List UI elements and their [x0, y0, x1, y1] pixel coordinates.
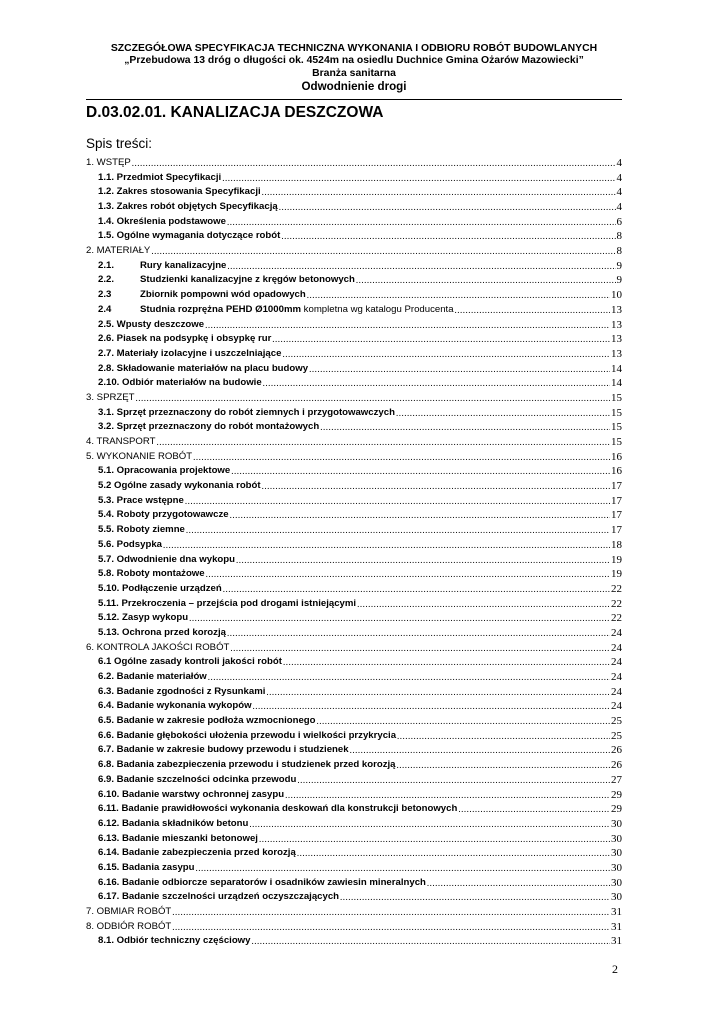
- toc-leader-dots: [283, 655, 610, 670]
- toc-entry-page: 24: [611, 656, 622, 669]
- toc-entry-label: [86, 699, 252, 714]
- toc-entry-label: [86, 450, 192, 465]
- toc-entry-text: Zbiornik pompowni wód opadowych: [140, 289, 306, 301]
- toc-entry-text: 1.1. Przedmiot Specyfikacji: [98, 171, 222, 183]
- toc-entry-text: 6.10. Badanie warstwy ochronnej zasypu: [98, 788, 285, 800]
- toc-entry[interactable]: [86, 744, 622, 759]
- toc-entry[interactable]: [86, 817, 622, 832]
- toc-leader-dots: [263, 376, 610, 391]
- toc-entry-text: 2.8. Składowanie materiałów na placu budowy: [98, 362, 309, 374]
- toc-leader-dots: [193, 450, 610, 465]
- toc-entry-page: 22: [611, 582, 622, 595]
- toc-entry[interactable]: [86, 538, 622, 553]
- toc-entry-text: 6.9. Badanie szczelności odcinka przewodu: [98, 773, 297, 785]
- toc-leader-dots: [356, 273, 616, 288]
- toc-entry-label: [86, 626, 226, 641]
- toc-entry[interactable]: [86, 391, 622, 406]
- toc-entry-page: 31: [611, 920, 622, 933]
- toc-entry-label: [86, 758, 396, 773]
- toc-entry-text: Studzienki kanalizacyjne z kręgów betonowych: [140, 274, 355, 286]
- toc-leader-dots: [262, 479, 610, 494]
- document-title: D.03.02.01. KANALIZACJA DESZCZOWA: [86, 104, 384, 121]
- toc-leader-dots: [231, 464, 610, 479]
- toc-entry[interactable]: [86, 303, 622, 318]
- toc-leader-dots: [136, 391, 610, 406]
- toc-entry-text: 6.2. Badanie materiałów: [98, 671, 207, 683]
- toc-entry[interactable]: [86, 318, 622, 333]
- toc-entry[interactable]: [86, 523, 622, 538]
- toc-leader-dots: [272, 332, 610, 347]
- toc-entry-text: 5.13. Ochrona przed korozją: [98, 626, 226, 638]
- toc-entry-label: [86, 846, 296, 861]
- toc-entry-text: 6.1 Ogólne zasady kontroli jakości robót: [98, 656, 282, 668]
- toc-entry-page: 31: [611, 935, 622, 948]
- toc-entry[interactable]: [86, 156, 622, 171]
- toc-entry-label: [86, 200, 278, 215]
- toc-entry-page: 17: [611, 509, 622, 522]
- toc-entry-page: 6: [616, 215, 622, 228]
- toc-entry-page: 16: [611, 465, 622, 478]
- toc-entry-label: [86, 406, 395, 421]
- toc-entry-text: 5.1. Opracowania projektowe: [98, 465, 231, 477]
- toc-entry[interactable]: [86, 876, 622, 891]
- toc-leader-dots: [163, 538, 610, 553]
- toc-entry-label: [86, 288, 306, 303]
- toc-entry-label: [86, 905, 171, 920]
- toc-entry[interactable]: [86, 185, 622, 200]
- toc-entry-text: 3.1. Sprzęt przeznaczony do robót ziemnych i przygotowawczych: [98, 406, 395, 418]
- toc-entry[interactable]: [86, 920, 622, 935]
- toc-entry[interactable]: [86, 934, 622, 949]
- toc-entry-page: 24: [611, 700, 622, 713]
- toc-entry-label: [86, 523, 185, 538]
- toc-leader-dots: [132, 156, 616, 171]
- toc-entry[interactable]: [86, 288, 622, 303]
- toc-entry-page: 24: [611, 641, 622, 654]
- toc-entry[interactable]: [86, 347, 622, 362]
- toc-entry-text: Studnia rozprężna PEHD Ø1000mm: [140, 303, 302, 315]
- toc-entry-page: 22: [611, 597, 622, 610]
- toc-entry[interactable]: [86, 641, 622, 656]
- toc-entry[interactable]: [86, 450, 622, 465]
- toc-leader-dots: [259, 832, 610, 847]
- toc-entry[interactable]: [86, 229, 622, 244]
- toc-entry-text: 6.12. Badania składników betonu: [98, 817, 249, 829]
- toc-entry-label: [86, 391, 135, 406]
- toc-leader-dots: [458, 802, 610, 817]
- toc-entry[interactable]: [86, 890, 622, 905]
- toc-entry-page: 24: [611, 626, 622, 639]
- toc-entry-text: 5.5. Roboty ziemne: [98, 524, 185, 536]
- toc-entry[interactable]: [86, 832, 622, 847]
- toc-entry-text: 6.16. Badanie odbiorcze separatorów i osadników zawiesin mineralnych: [98, 876, 426, 888]
- toc-leader-dots: [249, 817, 610, 832]
- toc-entry-label: [86, 259, 226, 274]
- toc-leader-dots: [185, 494, 610, 509]
- toc-entry-text: 5.6. Podsypka: [98, 538, 162, 550]
- toc-leader-dots: [320, 420, 610, 435]
- toc-leader-dots: [172, 920, 610, 935]
- toc-entry-page: 17: [611, 524, 622, 537]
- toc-entry-label: [86, 376, 262, 391]
- toc-entry[interactable]: [86, 435, 622, 450]
- toc-leader-dots: [222, 171, 615, 186]
- toc-leader-dots: [206, 567, 610, 582]
- toc-leader-dots: [350, 743, 610, 758]
- toc-entry-page: 29: [611, 788, 622, 801]
- toc-entry[interactable]: [86, 729, 622, 744]
- toc-entry-text: 5.7. Odwodnienie dna wykopu: [98, 553, 235, 565]
- toc-entry[interactable]: [86, 171, 622, 186]
- toc-entry-text: 1.5. Ogólne wymagania dotyczące robót: [98, 230, 281, 242]
- toc-entry[interactable]: [86, 420, 622, 435]
- toc-entry-label: [86, 479, 261, 494]
- toc-leader-dots: [223, 582, 610, 597]
- toc-leader-dots: [262, 185, 616, 200]
- toc-entry-label: [86, 582, 222, 597]
- toc-leader-dots: [455, 303, 610, 318]
- toc-entry-label: [86, 934, 250, 949]
- toc-entry-label: [86, 435, 155, 450]
- toc-entry[interactable]: [86, 479, 622, 494]
- toc-entry-page: 9: [616, 274, 622, 287]
- toc-leader-dots: [307, 288, 610, 303]
- toc-leader-dots: [309, 362, 610, 377]
- toc-leader-dots: [297, 773, 610, 788]
- toc-entry-page: 30: [611, 876, 622, 889]
- toc-entry-page: 29: [611, 803, 622, 816]
- toc-leader-dots: [208, 670, 610, 685]
- toc-entry-label: [86, 215, 226, 230]
- header-branch: Branża sanitarna: [312, 67, 396, 79]
- toc-leader-dots: [230, 641, 610, 656]
- toc-leader-dots: [189, 611, 610, 626]
- toc-entry-label: [86, 743, 349, 758]
- toc-entry-label: [86, 817, 248, 832]
- toc-entry-page: 25: [611, 715, 622, 728]
- toc-entry-number: 2.2.: [98, 274, 115, 286]
- toc-entry-text: 6.14. Badanie zabezpieczenia przed korozją: [98, 847, 296, 859]
- toc-entry-text: 2.6. Piasek na podsypkę i obsypkę rur: [98, 333, 272, 345]
- toc-entry[interactable]: [86, 332, 622, 347]
- toc-entry-label: [86, 362, 308, 377]
- toc-entry-label: [86, 420, 319, 435]
- toc-entry-label: [86, 229, 280, 244]
- toc-leader-dots: [340, 890, 610, 905]
- toc-entry-text: 2.7. Materiały izolacyjne i uszczelniające: [98, 347, 282, 359]
- toc-entry-label: [86, 464, 230, 479]
- toc-entry-page: 15: [611, 421, 622, 434]
- toc-entry[interactable]: [86, 215, 622, 230]
- toc-entry-label: [86, 156, 131, 171]
- toc-entry[interactable]: [86, 861, 622, 876]
- toc-entry-page: 24: [611, 685, 622, 698]
- page-header: [86, 43, 622, 93]
- toc-entry[interactable]: [86, 274, 622, 289]
- toc-entry[interactable]: [86, 362, 622, 377]
- toc-entry-extra: kompletna wg katalogu Producenta: [301, 303, 454, 315]
- toc-entry-label: [86, 920, 171, 935]
- toc-entry-label: [86, 788, 284, 803]
- toc-leader-dots: [397, 758, 611, 773]
- toc-entry-page: 13: [611, 318, 622, 331]
- toc-entry-text: 2.10. Odbiór materiałów na budowie: [98, 377, 262, 389]
- table-of-contents: [86, 156, 622, 949]
- toc-entry[interactable]: [86, 553, 622, 568]
- toc-entry-page: 4: [616, 156, 622, 169]
- toc-entry-label: [86, 802, 457, 817]
- toc-entry[interactable]: [86, 802, 622, 817]
- toc-entry-number: 2.1.: [98, 259, 115, 271]
- toc-entry-label: [86, 773, 296, 788]
- toc-entry[interactable]: [86, 597, 622, 612]
- toc-leader-dots: [227, 259, 615, 274]
- toc-entry[interactable]: [86, 714, 622, 729]
- toc-leader-dots: [282, 347, 610, 362]
- toc-entry-label: [86, 729, 396, 744]
- toc-entry-text: 6.17. Badanie szczelności urządzeń oczyszczających: [98, 891, 340, 903]
- toc-entry-text: 6.8. Badania zabezpieczenia przewodu i studzienek przed korozją: [98, 759, 396, 771]
- toc-entry-text: 6.11. Badanie prawidłowości wykonania deskowań dla konstrukcji betonowych: [98, 803, 458, 815]
- toc-entry[interactable]: [86, 685, 622, 700]
- toc-entry-label: [86, 876, 426, 891]
- toc-entry[interactable]: [86, 494, 622, 509]
- toc-entry-label: [86, 318, 204, 333]
- toc-entry-page: 26: [611, 744, 622, 757]
- toc-entry-page: 8: [616, 230, 622, 243]
- toc-entry-label: [86, 508, 229, 523]
- toc-entry[interactable]: [86, 670, 622, 685]
- toc-leader-dots: [357, 597, 610, 612]
- toc-entry-page: 13: [611, 303, 622, 316]
- toc-entry-text: 7. OBMIAR ROBÓT: [86, 906, 172, 918]
- toc-entry-label: [86, 611, 188, 626]
- toc-entry-label: [86, 303, 454, 318]
- toc-entry-text: 5.3. Prace wstępne: [98, 494, 184, 506]
- toc-entry[interactable]: [86, 626, 622, 641]
- page-number: 2: [612, 962, 618, 976]
- toc-entry-page: 14: [611, 377, 622, 390]
- toc-entry-text: 3. SPRZĘT: [86, 391, 135, 403]
- toc-entry[interactable]: [86, 582, 622, 597]
- toc-entry-page: 4: [616, 171, 622, 184]
- toc-entry-label: [86, 832, 258, 847]
- toc-entry-page: 30: [611, 847, 622, 860]
- toc-entry-text: Rury kanalizacyjne: [140, 259, 227, 271]
- toc-entry-number: 2.4: [98, 303, 112, 315]
- toc-entry-label: [86, 567, 205, 582]
- toc-leader-dots: [151, 244, 615, 259]
- toc-entry-label: [86, 332, 271, 347]
- toc-entry-label: [86, 670, 207, 685]
- toc-entry-text: 3.2. Sprzęt przeznaczony do robót montażowych: [98, 421, 320, 433]
- toc-entry-text: 4. TRANSPORT: [86, 436, 156, 448]
- toc-entry[interactable]: [86, 655, 622, 670]
- toc-entry-text: 6.5. Badanie w zakresie podłoża wzmocnionego: [98, 715, 316, 727]
- toc-entry[interactable]: [86, 611, 622, 626]
- toc-entry-page: 13: [611, 333, 622, 346]
- toc-leader-dots: [196, 861, 610, 876]
- toc-entry-label: [86, 538, 162, 553]
- toc-leader-dots: [285, 788, 610, 803]
- toc-entry-page: 17: [611, 494, 622, 507]
- toc-entry-page: 30: [611, 817, 622, 830]
- toc-entry-page: 30: [611, 832, 622, 845]
- toc-entry-text: 5.4. Roboty przygotowawcze: [98, 509, 229, 521]
- toc-entry-label: [86, 273, 355, 288]
- toc-entry[interactable]: [86, 464, 622, 479]
- toc-entry-page: 24: [611, 671, 622, 684]
- toc-entry[interactable]: [86, 905, 622, 920]
- header-divider: [86, 99, 622, 100]
- toc-leader-dots: [156, 435, 610, 450]
- toc-leader-dots: [205, 318, 610, 333]
- toc-entry-text: 5.8. Roboty montażowe: [98, 568, 205, 580]
- toc-entry-text: 5.11. Przekroczenia – przejścia pod drogami istniejącymi: [98, 597, 357, 609]
- toc-entry-page: 15: [611, 406, 622, 419]
- toc-entry-text: 2. MATERIAŁY: [86, 245, 151, 257]
- toc-leader-dots: [172, 905, 610, 920]
- toc-entry[interactable]: [86, 406, 622, 421]
- toc-entry-text: 5. WYKONANIE ROBÓT: [86, 450, 193, 462]
- toc-entry-page: 15: [611, 391, 622, 404]
- header-title: SZCZEGÓŁOWA SPECYFIKACJA TECHNICZNA WYKONANIA I ODBIORU ROBÓT BUDOWLANYCH: [110, 43, 598, 54]
- toc-heading: Spis treści:: [86, 136, 153, 151]
- toc-entry-page: 22: [611, 612, 622, 625]
- toc-entry-page: 31: [611, 906, 622, 919]
- toc-entry[interactable]: [86, 244, 622, 259]
- toc-entry-text: 1.2. Zakres stosowania Specyfikacji: [98, 186, 261, 198]
- toc-entry-label: [86, 641, 229, 656]
- toc-entry-page: 30: [611, 891, 622, 904]
- toc-entry-number: 2.3: [98, 289, 112, 301]
- toc-entry-page: 13: [611, 347, 622, 360]
- toc-entry[interactable]: [86, 376, 622, 391]
- toc-entry-text: 6.4. Badanie wykonania wykopów: [98, 700, 252, 712]
- toc-entry-page: 9: [616, 259, 622, 272]
- toc-entry-label: [86, 553, 235, 568]
- toc-entry-label: [86, 597, 356, 612]
- toc-entry-label: [86, 185, 261, 200]
- toc-entry[interactable]: [86, 567, 622, 582]
- toc-entry[interactable]: [86, 200, 622, 215]
- toc-entry[interactable]: [86, 773, 622, 788]
- toc-entry-label: [86, 890, 339, 905]
- toc-entry[interactable]: [86, 509, 622, 524]
- toc-entry-page: 17: [611, 480, 622, 493]
- toc-entry-page: 19: [611, 568, 622, 581]
- toc-entry-text: 8. ODBIÓR ROBÓT: [86, 920, 172, 932]
- toc-entry-page: 30: [611, 861, 622, 874]
- toc-leader-dots: [266, 685, 610, 700]
- header-section: Odwodnienie drogi: [301, 80, 407, 94]
- toc-entry-text: 5.10. Podłączenie urządzeń: [98, 582, 222, 594]
- toc-leader-dots: [227, 626, 610, 641]
- toc-leader-dots: [230, 508, 610, 523]
- toc-leader-dots: [317, 714, 610, 729]
- toc-entry-label: [86, 714, 316, 729]
- toc-entry-page: 27: [611, 773, 622, 786]
- toc-leader-dots: [279, 200, 616, 215]
- toc-leader-dots: [281, 229, 615, 244]
- toc-entry-text: 6.13. Badanie mieszanki betonowej: [98, 832, 258, 844]
- toc-entry[interactable]: [86, 259, 622, 274]
- toc-entry-page: 10: [611, 289, 622, 302]
- toc-leader-dots: [236, 553, 610, 568]
- toc-entry-label: [86, 861, 195, 876]
- toc-entry-text: 8.1. Odbiór techniczny częściowy: [98, 935, 251, 947]
- toc-entry-page: 8: [616, 245, 622, 258]
- toc-entry-text: 2.5. Wpusty deszczowe: [98, 318, 205, 330]
- toc-entry-page: 18: [611, 538, 622, 551]
- toc-entry[interactable]: [86, 788, 622, 803]
- header-project: „Przebudowa 13 dróg o długości ok. 4524m na osiedlu Duchnice Gmina Ożarów Mazowiecki”: [124, 55, 584, 67]
- toc-entry[interactable]: [86, 846, 622, 861]
- toc-entry-text: 6.6. Badanie głębokości ułożenia przewodu i wielkości przykrycia: [98, 729, 397, 741]
- toc-entry-page: 16: [611, 450, 622, 463]
- toc-entry-page: 26: [611, 759, 622, 772]
- toc-entry-text: 1.4. Określenia podstawowe: [98, 215, 226, 227]
- toc-leader-dots: [397, 729, 610, 744]
- toc-leader-dots: [297, 846, 610, 861]
- toc-entry-label: [86, 685, 265, 700]
- toc-leader-dots: [251, 934, 610, 949]
- toc-leader-dots: [186, 523, 610, 538]
- toc-leader-dots: [253, 699, 610, 714]
- toc-leader-dots: [396, 406, 610, 421]
- toc-entry-text: 5.12. Zasyp wykopu: [98, 612, 189, 624]
- toc-entry-page: 4: [616, 201, 622, 214]
- toc-entry-label: [86, 655, 282, 670]
- toc-leader-dots: [427, 876, 610, 891]
- toc-entry[interactable]: [86, 758, 622, 773]
- toc-entry-text: 6.7. Badanie w zakresie budowy przewodu i studzienek: [98, 744, 349, 756]
- toc-entry-label: [86, 244, 150, 259]
- toc-entry-text: 6.15. Badania zasypu: [98, 861, 195, 873]
- toc-entry-page: 14: [611, 362, 622, 375]
- toc-leader-dots: [227, 215, 616, 230]
- toc-entry-page: 19: [611, 553, 622, 566]
- toc-entry-text: 1.3. Zakres robót objętych Specyfikacją: [98, 201, 278, 213]
- toc-entry-text: 6. KONTROLA JAKOŚCI ROBÓT: [86, 641, 230, 653]
- toc-entry[interactable]: [86, 699, 622, 714]
- toc-entry-text: 6.3. Badanie zgodności z Rysunkami: [98, 685, 266, 697]
- toc-entry-text: 1. WSTĘP: [86, 156, 131, 168]
- toc-entry-label: [86, 347, 281, 362]
- toc-entry-page: 15: [611, 436, 622, 449]
- toc-entry-label: [86, 494, 184, 509]
- toc-entry-page: 4: [616, 186, 622, 199]
- toc-entry-page: 25: [611, 729, 622, 742]
- toc-entry-label: [86, 171, 221, 186]
- toc-entry-text: 5.2 Ogólne zasady wykonania robót: [98, 480, 261, 492]
